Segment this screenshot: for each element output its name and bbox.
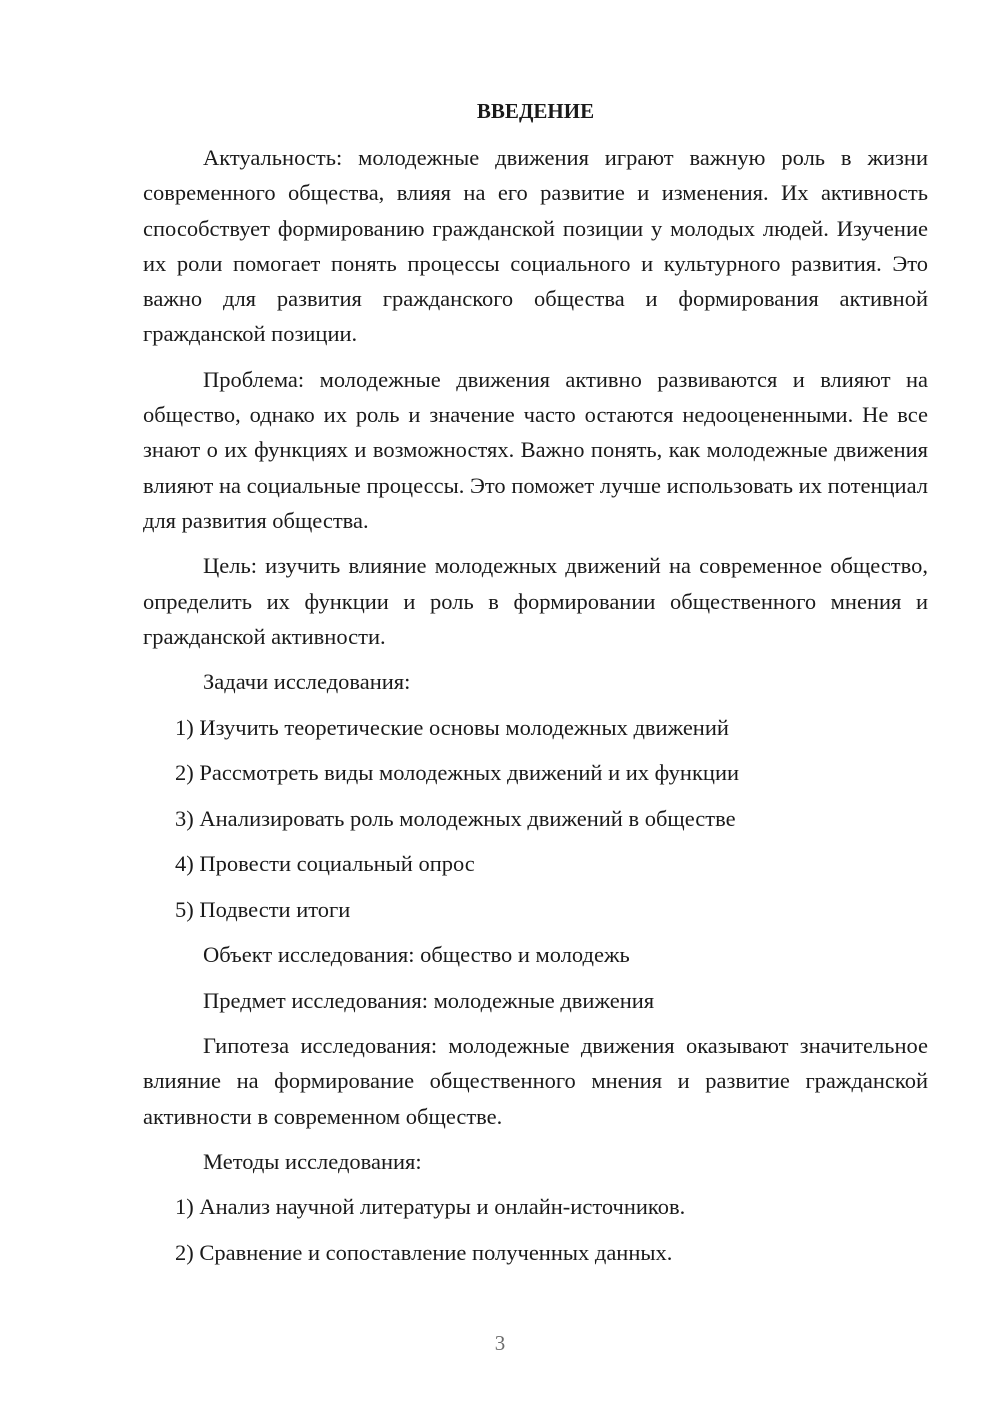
research-object: Объект исследования: общество и молодежь [203,942,630,968]
task-item: 1) Изучить теоретические основы молодежных движений [175,714,729,740]
method-item: 2) Сравнение и сопоставление полученных данных. [175,1239,673,1265]
research-subject: Предмет исследования: молодежные движения [203,987,655,1013]
tasks-heading: Задачи исследования: [203,669,411,695]
task-item: 5) Подвести итоги [175,896,351,922]
page-number: 3 [494,1331,506,1355]
task-item: 2) Рассмотреть виды молодежных движений и их функции [175,760,740,786]
goal-paragraph: Цель: изучить влияние молодежных движений на современное общество, определить их функции и роль в формировании общественного мнения и гражданской активности. [143,553,928,649]
section-title: ВВЕДЕНИЕ [476,99,595,123]
task-item: 4) Провести социальный опрос [175,851,475,877]
relevance-paragraph: Актуальность: молодежные движения играют важную роль в жизни современного общества, влияя на его развитие и изменения. Их активность способствует формированию гражданской позиции у молодых людей. Изучение их роли помогает понять процессы социального и культурного развития. Это важно для развития гражданского общества и формирования активной гражданской позиции. [143,145,928,347]
methods-heading: Методы исследования: [203,1148,422,1174]
method-item: 1) Анализ научной литературы и онлайн-источников. [175,1194,686,1220]
task-item: 3) Анализировать роль молодежных движений в обществе [175,805,736,831]
hypothesis-paragraph: Гипотеза исследования: молодежные движения оказывают значительное влияние на формирование общественного мнения и развитие гражданской активности в современном обществе. [143,1033,928,1129]
problem-paragraph: Проблема: молодежные движения активно развиваются и влияют на общество, однако их роль и значение часто остаются недооцененными. Не все знают о их функциях и возможностях. Важно понять, как молодежные движения влияют на социальные процессы. Это поможет лучше использовать их потенциал для развития общества. [143,366,928,533]
document-page [143,94,928,1280]
